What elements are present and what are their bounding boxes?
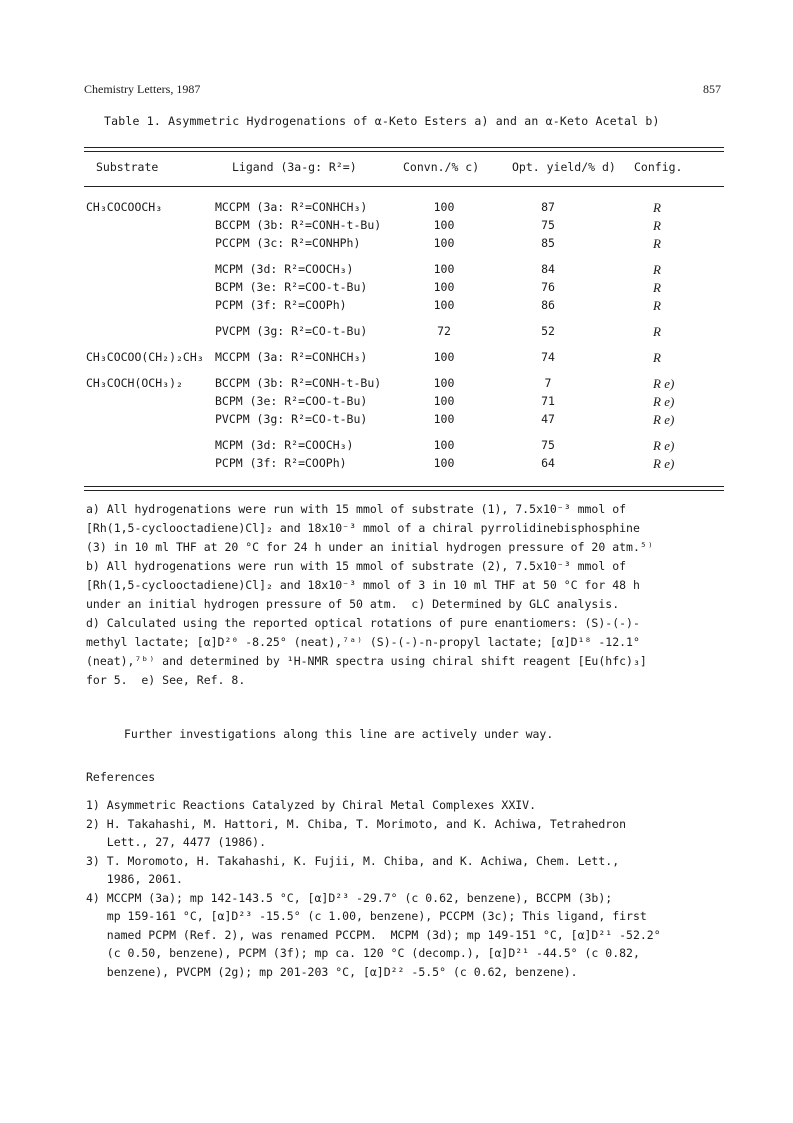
reference-line: 2) H. Takahashi, M. Hattori, M. Chiba, T. Morimoto, and K. Achiwa, Tetrahedron [86, 816, 627, 831]
footnote-line: (3) in 10 ml THF at 20 °C for 24 h under an initial hydrogen pressure of 20 atm.⁵⁾ [86, 540, 654, 554]
references-heading: References [86, 770, 156, 784]
table-bottom-rule [84, 486, 724, 487]
ligand-cell: BCCPM (3b: R²=CONH-t-Bu) [215, 218, 382, 232]
references-list [86, 796, 726, 981]
table-caption: Table 1. Asymmetric Hydrogenations of α-Keto Esters a) and an α-Keto Acetal b) [104, 114, 660, 128]
opt-yield-cell: 74 [541, 350, 555, 364]
page-number: 857 [703, 82, 721, 96]
config-cell: R [653, 200, 661, 215]
convn-cell: 100 [433, 412, 455, 426]
ligand-cell: PVCPM (3g: R²=CO-t-Bu) [215, 412, 368, 426]
convn-cell: 100 [433, 262, 455, 276]
col-opt-yield: Opt. yield/% d) [512, 160, 616, 174]
ligand-cell: PCCPM (3c: R²=CONHPh) [215, 236, 361, 250]
config-cell: R e) [653, 394, 675, 409]
footnote-line: methyl lactate; [α]D²⁰ -8.25° (neat),⁷ᵃ⁾ (S)-(-)-n-propyl lactate; [α]D¹⁸ -12.1° [86, 635, 640, 649]
ligand-cell: MCPM (3d: R²=COOCH₃) [215, 262, 354, 276]
config-cell: R [653, 324, 661, 339]
config-cell: R [653, 280, 661, 295]
table-bottom-rule-2 [84, 490, 724, 491]
opt-yield-cell: 71 [541, 394, 555, 408]
config-cell: R e) [653, 456, 675, 471]
ligand-cell: BCPM (3e: R²=COO-t-Bu) [215, 394, 368, 408]
ligand-cell: MCCPM (3a: R²=CONHCH₃) [215, 350, 368, 364]
ligand-cell: MCPM (3d: R²=COOCH₃) [215, 438, 354, 452]
config-cell: R [653, 298, 661, 313]
col-ligand: Ligand (3a-g: R²=) [232, 160, 357, 174]
footnote-line: [Rh(1,5-cyclooctadiene)Cl]₂ and 18x10⁻³ mmol of a chiral pyrrolidinebisphosphine [86, 521, 640, 535]
convn-cell: 100 [433, 280, 455, 294]
opt-yield-cell: 87 [541, 200, 555, 214]
table-row [0, 456, 793, 474]
config-cell: R [653, 262, 661, 277]
convn-cell: 100 [433, 456, 455, 470]
table-row [0, 438, 793, 456]
convn-cell: 100 [433, 218, 455, 232]
config-cell: R e) [653, 376, 675, 391]
ligand-cell: PCPM (3f: R²=COOPh) [215, 298, 347, 312]
ligand-cell: BCPM (3e: R²=COO-t-Bu) [215, 280, 368, 294]
table-footnotes [86, 500, 726, 690]
config-cell: R e) [653, 412, 675, 427]
opt-yield-cell: 76 [541, 280, 555, 294]
reference-line: benzene), PVCPM (2g); mp 201-203 °C, [α]D²² -5.5° (c 0.62, benzene). [86, 964, 578, 979]
table-top-rule [84, 147, 724, 148]
config-cell: R [653, 350, 661, 365]
opt-yield-cell: 75 [541, 438, 555, 452]
journal-header: Chemistry Letters, 1987 [84, 82, 201, 96]
table-row [0, 280, 793, 298]
substrate-cell: CH₃COCH(OCH₃)₂ [86, 376, 183, 390]
config-cell: R [653, 236, 661, 251]
substrate-cell: CH₃COCOO(CH₂)₂CH₃ [86, 350, 204, 364]
convn-cell: 100 [433, 376, 455, 390]
opt-yield-cell: 85 [541, 236, 555, 250]
reference-line: mp 159-161 °C, [α]D²³ -15.5° (c 1.00, benzene), PCCPM (3c); This ligand, first [86, 909, 647, 923]
col-substrate: Substrate [96, 160, 159, 174]
table-row [0, 412, 793, 430]
footnote-line: a) All hydrogenations were run with 15 mmol of substrate (1), 7.5x10⁻³ mmol of [86, 502, 627, 516]
reference-line: 3) T. Moromoto, H. Takahashi, K. Fujii, M. Chiba, and K. Achiwa, Chem. Lett., [86, 853, 620, 868]
opt-yield-cell: 84 [541, 262, 555, 276]
ligand-cell: MCCPM (3a: R²=CONHCH₃) [215, 200, 368, 214]
ligand-cell: PCPM (3f: R²=COOPh) [215, 456, 347, 470]
col-convn: Convn./% c) [403, 160, 480, 174]
reference-line: named PCPM (Ref. 2), was renamed PCCPM. MCPM (3d); mp 149-151 °C, [α]D²¹ -52.2° [86, 927, 661, 942]
convn-cell: 72 [437, 324, 451, 338]
footnote-line: b) All hydrogenations were run with 15 mmol of substrate (2), 7.5x10⁻³ mmol of [86, 559, 627, 573]
table-header-rule [84, 186, 724, 187]
footnote-line: (neat),⁷ᵇ⁾ and determined by ¹H-NMR spectra using chiral shift reagent [Eu(hfc)₃] [86, 654, 647, 668]
reference-line: Lett., 27, 4477 (1986). [86, 835, 267, 849]
convn-cell: 100 [433, 200, 455, 214]
opt-yield-cell: 75 [541, 218, 555, 232]
footnote-line: d) Calculated using the reported optical rotations of pure enantiomers: (S)-(-)- [86, 616, 640, 630]
convn-cell: 100 [433, 350, 455, 364]
substrate-cell: CH₃COCOOCH₃ [86, 200, 163, 214]
table-row [0, 262, 793, 280]
table-row [0, 394, 793, 412]
further-text: Further investigations along this line are actively under way. [124, 727, 554, 741]
opt-yield-cell: 52 [541, 324, 555, 338]
opt-yield-cell: 7 [544, 376, 552, 390]
table-row [0, 350, 793, 368]
table-row [0, 200, 793, 218]
convn-cell: 100 [433, 438, 455, 452]
footnote-line: for 5. e) See, Ref. 8. [86, 673, 246, 687]
reference-line: 4) MCCPM (3a); mp 142-143.5 °C, [α]D²³ -29.7° (c 0.62, benzene), BCCPM (3b); [86, 890, 613, 905]
reference-line: (c 0.50, benzene), PCPM (3f); mp ca. 120 °C (decomp.), [α]D²¹ -44.5° (c 0.82, [86, 946, 640, 960]
footnote-line: under an initial hydrogen pressure of 50 atm. c) Determined by GLC analysis. [86, 597, 620, 611]
opt-yield-cell: 86 [541, 298, 555, 312]
table-row [0, 218, 793, 236]
config-cell: R [653, 218, 661, 233]
table-top-rule-2 [84, 151, 724, 152]
table-row [0, 298, 793, 316]
convn-cell: 100 [433, 394, 455, 408]
opt-yield-cell: 64 [541, 456, 555, 470]
convn-cell: 100 [433, 298, 455, 312]
opt-yield-cell: 47 [541, 412, 555, 426]
reference-line: 1) Asymmetric Reactions Catalyzed by Chiral Metal Complexes XXIV. [86, 798, 537, 812]
ligand-cell: PVCPM (3g: R²=CO-t-Bu) [215, 324, 368, 338]
reference-line: 1986, 2061. [86, 872, 183, 886]
table-row [0, 324, 793, 342]
table-row [0, 236, 793, 254]
col-config: Config. [634, 160, 683, 174]
convn-cell: 100 [433, 236, 455, 250]
footnote-line: [Rh(1,5-cyclooctadiene)Cl]₂ and 18x10⁻³ mmol of 3 in 10 ml THF at 50 °C for 48 h [86, 578, 640, 592]
config-cell: R e) [653, 438, 675, 453]
ligand-cell: BCCPM (3b: R²=CONH-t-Bu) [215, 376, 382, 390]
table-row [0, 376, 793, 394]
